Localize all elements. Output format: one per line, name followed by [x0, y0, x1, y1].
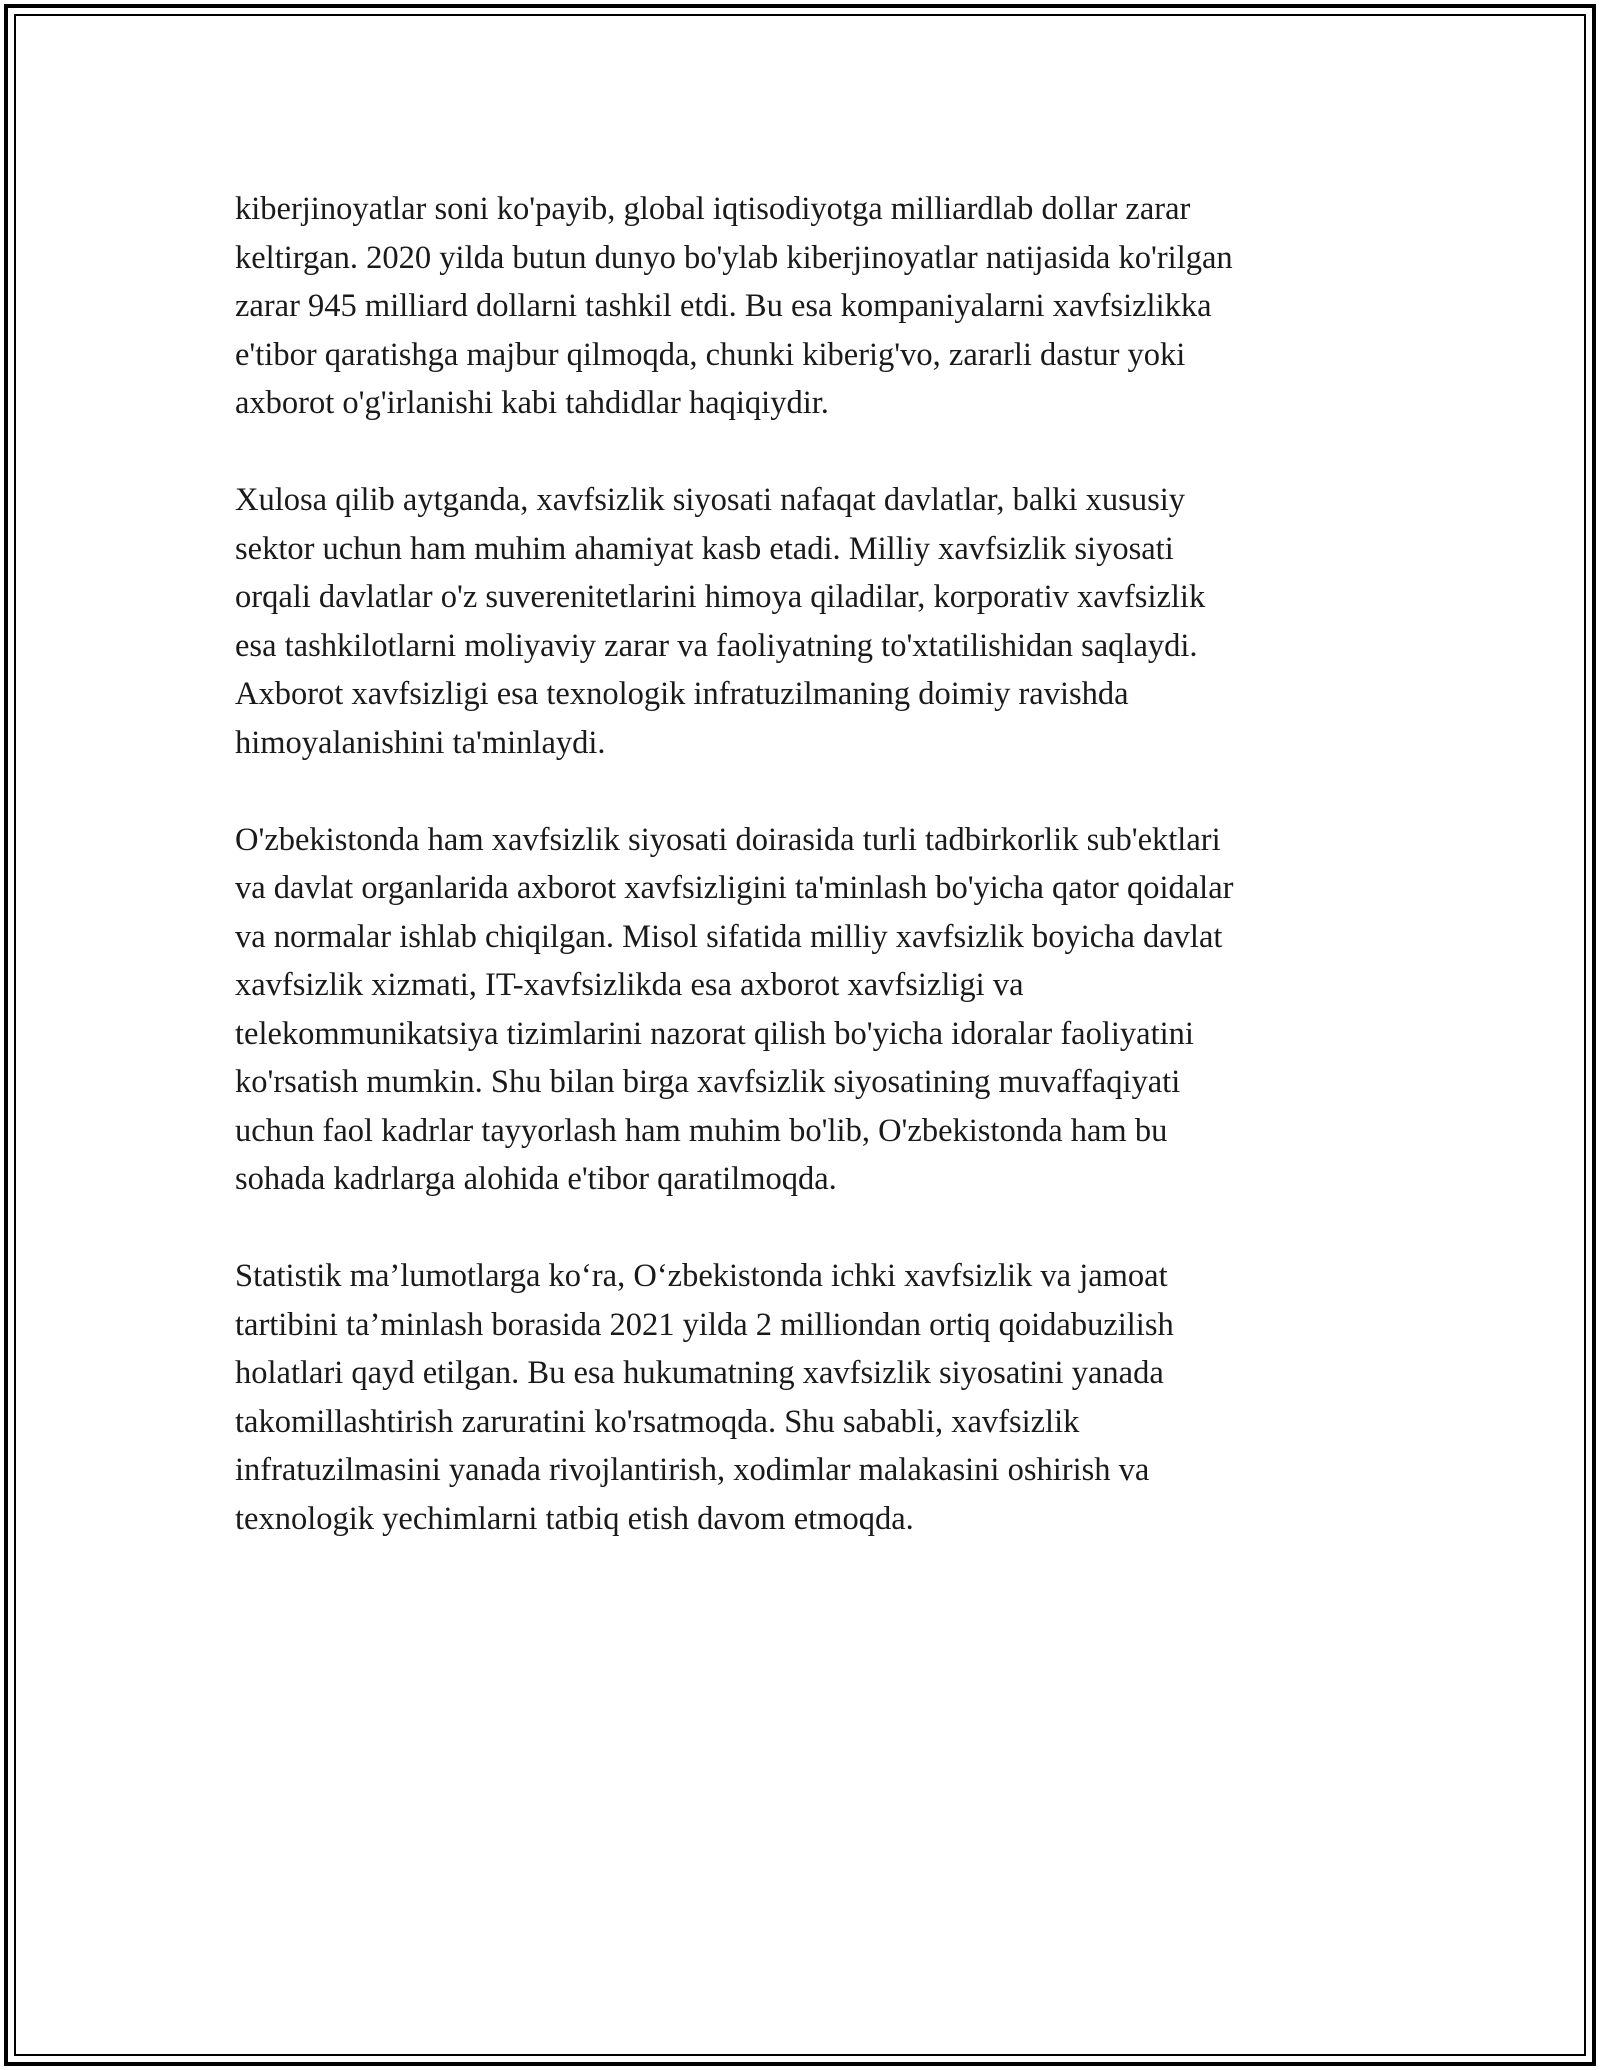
- document-body: [235, 185, 1375, 1592]
- paragraph-statistics: Statistik ma’lumotlarga ko‘ra, O‘zbekistonda ichki xavfsizlik va jamoat tartibini ta’minlash borasida 2021 yilda 2 milliondan ortiq qoidabuzilish holatlari qayd etilgan. Bu esa hukumatning xavfsizlik siyosatini yanada takomillashtirish zaruratini ko'rsatmoqda. Shu sababli, xavfsizlik infratuzilmasini yanada rivojlantirish, xodimlar malakasini oshirish va texnologik yechimlarni tatbiq etish davom etmoqda.: [235, 1258, 1174, 1537]
- paragraph-cybercrime-damage: kiberjinoyatlar soni ko'payib, global iqtisodiyotga milliardlab dollar zarar keltirgan. 2020 yilda butun dunyo bo'ylab kiberjinoyatlar natijasida ko'rilgan zarar 945 milliard dollarni tashkil etdi. Bu esa kompaniyalarni xavfsizlikka e'tibor qaratishga majbur qilmoqda, chunki kiberig'vo, zararli dastur yoki axborot o'g'irlanishi kabi tahdidlar haqiqiydir.: [235, 191, 1233, 421]
- paragraph-conclusion: Xulosa qilib aytganda, xavfsizlik siyosati nafaqat davlatlar, balki xususiy sektor uchun ham muhim ahamiyat kasb etadi. Milliy xavfsizlik siyosati orqali davlatlar o'z suverenitetlarini himoya qiladilar, korporativ xavfsizlik esa tashkilotlarni moliyaviy zarar va faoliyatning to'xtatilishidan saqlaydi. Axborot xavfsizligi esa texnologik infratuzilmaning doimiy ravishda himoyalanishini ta'minlaydi.: [235, 482, 1206, 761]
- paragraph-uzbekistan-policy: O'zbekistonda ham xavfsizlik siyosati doirasida turli tadbirkorlik sub'ektlari va davlat organlarida axborot xavfsizligini ta'minlash bo'yicha qator qoidalar va normalar ishlab chiqilgan. Misol sifatida milliy xavfsizlik boyicha davlat xavfsizlik xizmati, IT-xavfsizlikda esa axborot xavfsizligi va telekommunikatsiya tizimlarini nazorat qilish bo'yicha idoralar faoliyatini ko'rsatish mumkin. Shu bilan birga xavfsizlik siyosatining muvaffaqiyati uchun faol kadrlar tayyorlash ham muhim bo'lib, O'zbekistonda ham bu sohada kadrlarga alohida e'tibor qaratilmoqda.: [235, 821, 1234, 1197]
